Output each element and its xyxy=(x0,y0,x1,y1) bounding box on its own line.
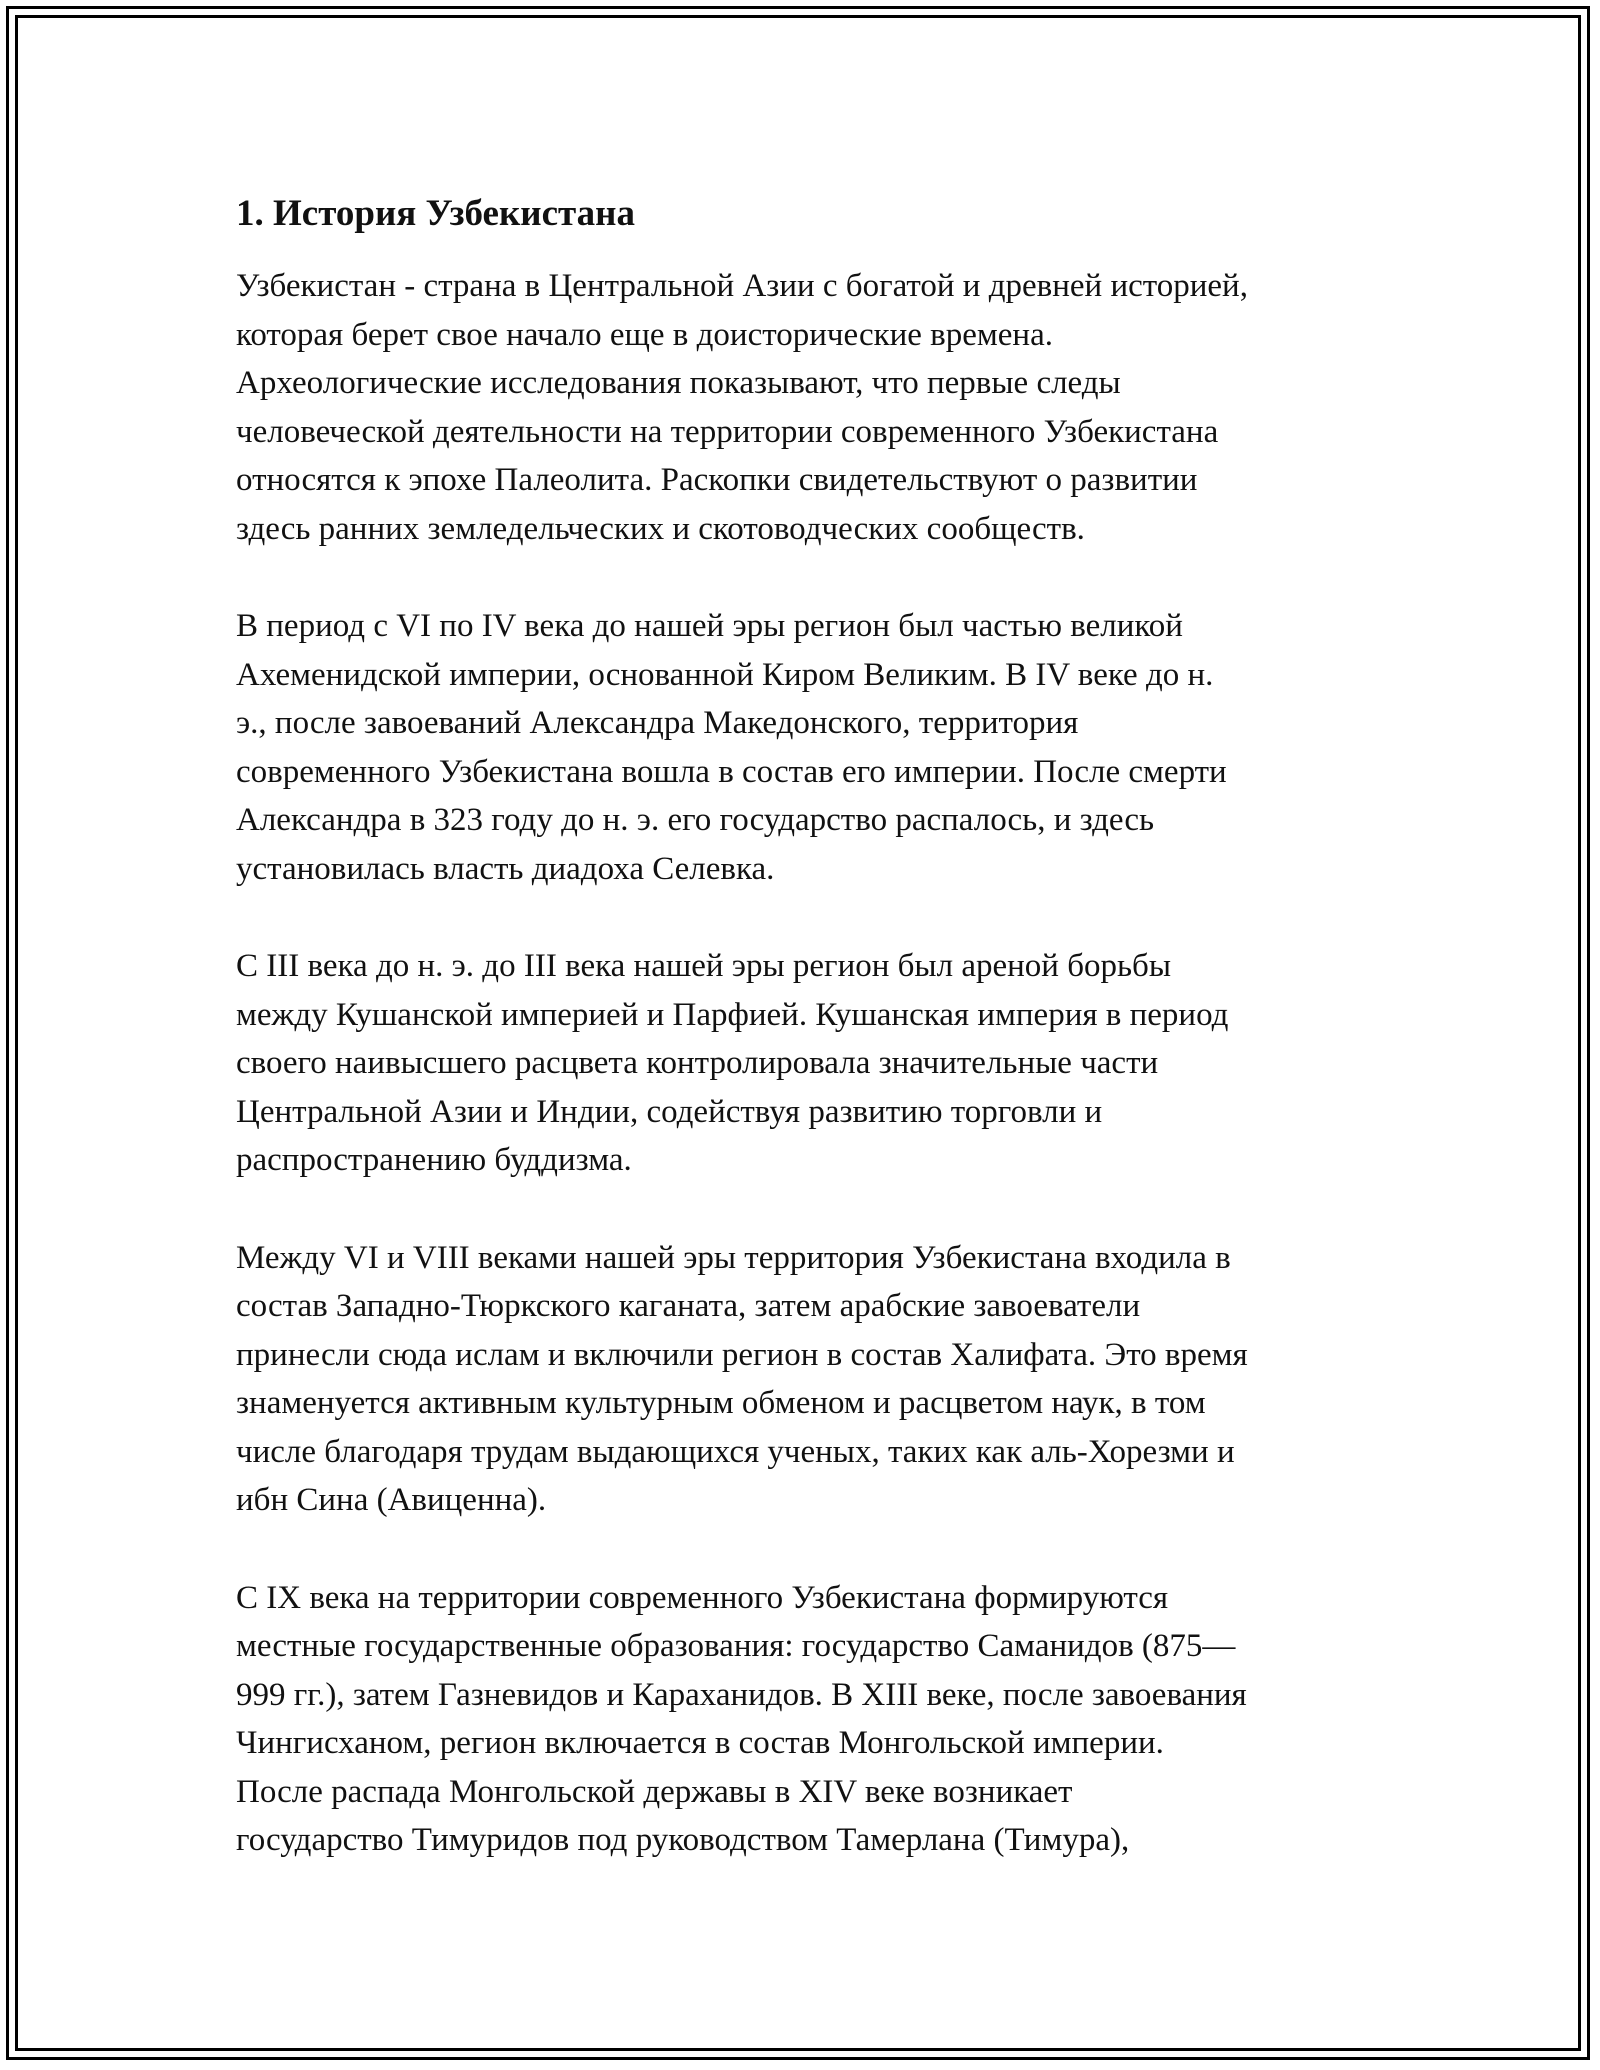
text-line: местные государственные образования: государство Саманидов (875— xyxy=(236,1628,1236,1664)
section-heading: 1. История Узбекистана xyxy=(236,193,635,234)
text-line: Археологические исследования показывают, что первые следы xyxy=(236,365,1121,401)
text-line: здесь ранних земледельческих и скотоводческих сообществ. xyxy=(236,510,1085,547)
paragraph-prehistory xyxy=(236,262,1376,553)
text-line: С III века до н. э. до III века нашей эры регион был ареной борьбы xyxy=(236,948,1171,984)
text-line: человеческой деятельности на территории современного Узбекистана xyxy=(236,413,1219,450)
text-line: Чингисханом, регион включается в состав Монгольской империи. xyxy=(236,1725,1164,1761)
text-line: установилась власть диадоха Селевка. xyxy=(236,850,775,887)
text-line: Ахеменидской империи, основанной Киром Великим. В IV веке до н. xyxy=(236,656,1214,693)
text-line: Между VI и VIII веками нашей эры территория Узбекистана входила в xyxy=(236,1239,1231,1276)
paragraph-achaemenid xyxy=(236,602,1376,893)
text-line: относятся к эпохе Палеолита. Раскопки свидетельствуют о развитии xyxy=(236,462,1198,498)
text-line: Узбекистан - страна в Центральной Азии с богатой и древней историей, xyxy=(236,268,1248,304)
text-line: принесли сюда ислам и включили регион в состав Халифата. Это время xyxy=(236,1336,1248,1373)
text-line: Александра в 323 году до н. э. его государство распалось, и здесь xyxy=(236,802,1155,838)
text-line: ибн Сина (Авиценна). xyxy=(236,1482,547,1518)
document-body xyxy=(236,186,1376,1914)
text-line: своего наивысшего расцвета контролировала значительные части xyxy=(236,1045,1159,1081)
text-line: знаменуется активным культурным обменом и расцветом наук, в том xyxy=(236,1385,1206,1421)
text-line: современного Узбекистана вошла в состав его империи. После смерти xyxy=(236,753,1227,790)
paragraph-kushan xyxy=(236,942,1376,1185)
text-line: Центральной Азии и Индии, содействуя развитию торговли и xyxy=(236,1093,1103,1130)
text-line: состав Западно-Тюркского каганата, затем арабские завоеватели xyxy=(236,1288,1141,1324)
text-line: которая берет свое начало еще в доисторические времена. xyxy=(236,316,1053,353)
text-line: 999 гг.), затем Газневидов и Караханидов. В XIII веке, после завоевания xyxy=(236,1676,1247,1713)
text-line: После распада Монгольской державы в XIV веке возникает xyxy=(236,1773,1073,1810)
paragraph-samanids-timurids xyxy=(236,1574,1376,1865)
text-line: э., после завоеваний Александра Македонского, территория xyxy=(236,705,1079,741)
paragraph-caliphate xyxy=(236,1234,1376,1525)
text-line: государство Тимуридов под руководством Тамерлана (Тимура), xyxy=(236,1822,1130,1858)
text-line: распространению буддизма. xyxy=(236,1142,632,1178)
text-line: между Кушанской империей и Парфией. Кушанская империя в период xyxy=(236,996,1229,1033)
text-line: числе благодаря трудам выдающихся ученых, таких как аль-Хорезми и xyxy=(236,1433,1235,1470)
text-line: С IX века на территории современного Узбекистана формируются xyxy=(236,1579,1169,1616)
text-line: В период с VI по IV века до нашей эры регион был частью великой xyxy=(236,608,1183,644)
